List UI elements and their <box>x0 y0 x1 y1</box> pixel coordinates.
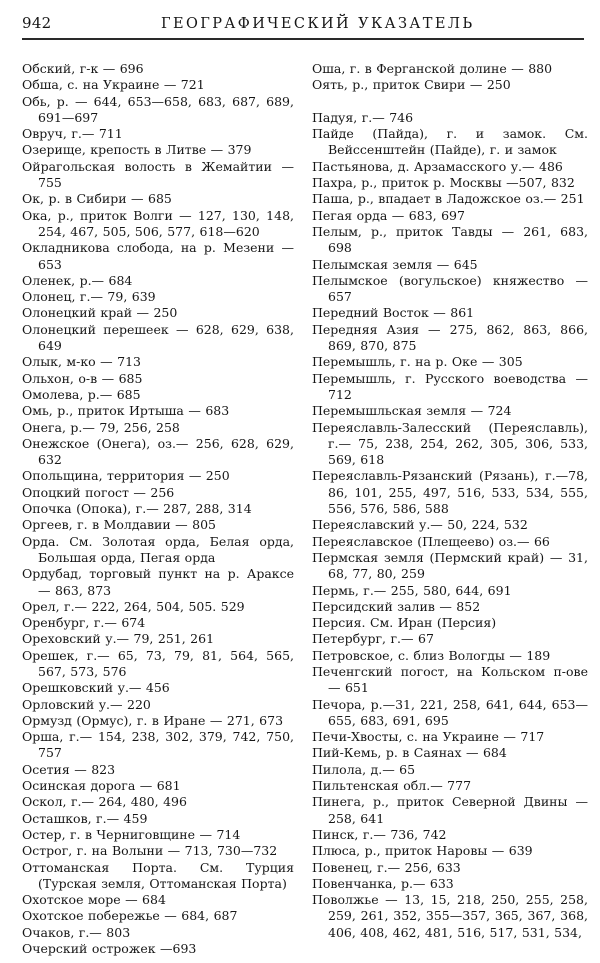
index-entry: Олонец, г.— 79, 639 <box>22 289 156 305</box>
index-entry: Обский, г-к — 696 <box>22 61 144 76</box>
index-entry: Печенгский погост, на Кольском п-ове — 651 <box>312 663 588 696</box>
page-header <box>22 14 584 36</box>
index-entry: Оша, г. в Ферганской долине — 880 <box>312 61 553 76</box>
index-entry: Ока, р., приток Волги — 127, 130, 148, 254, 467, 505, 506, 577, 618—620 <box>22 207 294 239</box>
index-entry: Осинская дорога — 681 <box>22 778 181 794</box>
index-entry: Переяславский у.— 50, 224, 532 <box>312 517 528 533</box>
index-entry: Пермская земля (Пермский край) — 31, 68, 77, 80, 259 <box>312 549 588 582</box>
index-entry: Оренбург, г.— 674 <box>22 615 146 631</box>
index-entry: Орешковский у.— 456 <box>22 680 170 696</box>
index-entry: Орда. См. Золотая орда, Белая орда, Большая орда, Пегая орда <box>22 533 294 565</box>
index-entry: Орешек, г.— 65, 73, 79, 81, 564, 565, 567, 573, 576 <box>22 647 294 679</box>
index-entry: Повенчанка, р.— 633 <box>312 875 454 891</box>
index-entry: Омь, р., приток Иртыша — 683 <box>22 403 230 419</box>
index-entry: Поволжье — 13, 15, 218, 250, 255, 258, 259, 261, 352, 355—357, 365, 367, 368, 406, 408, 462, 481, 516, 517, 531, 534, <box>312 892 588 940</box>
index-entry: Олык, м-ко — 713 <box>22 354 141 370</box>
index-entry: Перемышль, г. на р. Оке — 305 <box>312 354 523 370</box>
index-entry: Оттоманская Порта. См. Турция (Турская земля, Оттоманская Порта) <box>22 859 294 891</box>
index-entry: Печи-Хвосты, с. на Украине — 717 <box>312 729 545 745</box>
section-gap <box>312 94 588 110</box>
index-entry: Орловский у.— 220 <box>22 696 151 712</box>
index-entry: Печора, р.—31, 221, 258, 641, 644, 653—655, 683, 691, 695 <box>312 696 588 728</box>
index-entry: Переяславль-Залесский (Переяславль), г.— 75, 238, 254, 262, 305, 306, 533, 569, 618 <box>312 419 588 468</box>
index-entry: Ок, р. в Сибири — 685 <box>22 191 172 207</box>
index-entry: Орша, г.— 154, 238, 302, 379, 742, 750, 757 <box>22 729 294 761</box>
index-entry: Пелымское (вогульское) княжество —657 <box>312 272 588 305</box>
index-entry: Опольщина, территория — 250 <box>22 468 230 484</box>
index-entry: Пайде (Пайда), г. и замок. См. Вейссенштейн (Пайде), г. и замок <box>312 126 588 158</box>
index-entry: Окладникова слобода, на р. Мезени — 653 <box>22 240 294 272</box>
index-entry: Передняя Азия — 275, 862, 863, 866, 869, 870, 875 <box>312 321 588 354</box>
index-entry: Оленек, р.— 684 <box>22 272 133 288</box>
index-entry: Передний Восток — 861 <box>312 305 475 321</box>
index-entry: Персия. См. Иран (Персия) <box>312 615 497 631</box>
right-column-top-group <box>312 61 588 94</box>
index-entry: Ореховский у.— 79, 251, 261 <box>22 631 215 647</box>
index-column-right <box>312 61 588 941</box>
index-entry: Пильтенская обл.— 777 <box>312 778 472 794</box>
index-entry: Пилола, д.— 65 <box>312 761 416 777</box>
index-entry: Охотское побережье — 684, 687 <box>22 908 238 924</box>
running-title: ГЕОГРАФИЧЕСКИЙ УКАЗАТЕЛЬ <box>161 16 475 32</box>
index-entry: Осташков, г.— 459 <box>22 810 148 826</box>
index-entry: Петербург, г.— 67 <box>312 631 434 647</box>
index-entry: Петровское, с. близ Вологды — 189 <box>312 647 551 663</box>
index-entry: Озерище, крепость в Литве — 379 <box>22 142 252 158</box>
index-entry: Оять, р., приток Свири — 250 <box>312 77 511 93</box>
index-entry: Пегая орда — 683, 697 <box>312 207 465 223</box>
index-entry: Опочка (Опока), г.— 287, 288, 314 <box>22 501 252 517</box>
index-entry: Ормузд (Ормус), г. в Иране — 271, 673 <box>22 712 284 728</box>
index-entry: Пермь, г.— 255, 580, 644, 691 <box>312 582 512 598</box>
index-column-left <box>22 61 294 957</box>
index-entry: Осетия — 823 <box>22 761 116 777</box>
index-entry: Пелымская земля — 645 <box>312 256 478 272</box>
index-entry: Переяславль-Рязанский (Рязань), г.—78, 86, 101, 255, 497, 516, 533, 534, 555, 556, 576, 586, 588 <box>312 468 588 517</box>
index-entry: Опоцкий погост — 256 <box>22 484 175 500</box>
index-entry: Обша, с. на Украине — 721 <box>22 77 205 93</box>
index-entry: Перемышль, г. Русского воеводства — 712 <box>312 370 588 402</box>
index-entry: Онега, р.— 79, 256, 258 <box>22 419 180 435</box>
index-entry: Пинск, г.— 736, 742 <box>312 826 447 842</box>
index-entry: Ойрагольская волость в Жемайтии —755 <box>22 158 294 191</box>
page-number: 942 <box>22 14 52 32</box>
index-entry: Очаков, г.— 803 <box>22 924 131 940</box>
index-entry: Обь, р. — 644, 653—658, 683, 687, 689, 691—697 <box>22 93 294 125</box>
index-entry: Острог, г. на Волыни — 713, 730—732 <box>22 843 278 859</box>
index-entry: Очерский острожек —693 <box>22 941 197 957</box>
index-entry: Овруч, г.— 711 <box>22 126 123 142</box>
index-entry: Переяславское (Плещеево) оз.— 66 <box>312 533 550 549</box>
index-entry: Остер, г. в Черниговщине — 714 <box>22 826 241 842</box>
header-rule <box>22 38 584 40</box>
index-entry: Пий-Кемь, р. в Саянах — 684 <box>312 745 507 761</box>
index-entry: Пелым, р., приток Тавды — 261, 683, 698 <box>312 223 588 256</box>
index-entry: Пастьянова, д. Арзамасского у.— 486 <box>312 158 563 174</box>
index-entry: Орел, г.— 222, 264, 504, 505. 529 <box>22 598 245 614</box>
index-entry: Повенец, г.— 256, 633 <box>312 859 461 875</box>
index-entry: Паша, р., впадает в Ладожское оз.— 251 <box>312 191 585 207</box>
index-entry: Плюса, р., приток Наровы — 639 <box>312 843 533 859</box>
index-entry: Оскол, г.— 264, 480, 496 <box>22 794 187 810</box>
index-entry: Онежское (Онега), оз.— 256, 628, 629, 632 <box>22 435 294 468</box>
index-entry: Падуя, г.— 746 <box>312 109 414 125</box>
index-entry: Оргеев, г. в Молдавии — 805 <box>22 517 217 533</box>
index-entry: Персидский залив — 852 <box>312 598 481 614</box>
index-entry: Перемышльская земля — 724 <box>312 403 512 419</box>
index-entry: Ордубад, торговый пункт на р. Араксе — 863, 873 <box>22 566 294 598</box>
index-entry: Олонецкий перешеек — 628, 629, 638, 649 <box>22 321 294 354</box>
index-entry: Омолева, р.— 685 <box>22 386 141 402</box>
index-entry: Пахра, р., приток р. Москвы —507, 832 <box>312 175 575 191</box>
index-entry: Охотское море — 684 <box>22 892 166 908</box>
index-entry: Олонецкий край — 250 <box>22 305 178 321</box>
index-entry: Пинега, р., приток Северной Двины — 258, 641 <box>312 794 588 826</box>
index-entry: Ольхон, о-в — 685 <box>22 370 143 386</box>
right-column-main-group <box>312 110 588 941</box>
